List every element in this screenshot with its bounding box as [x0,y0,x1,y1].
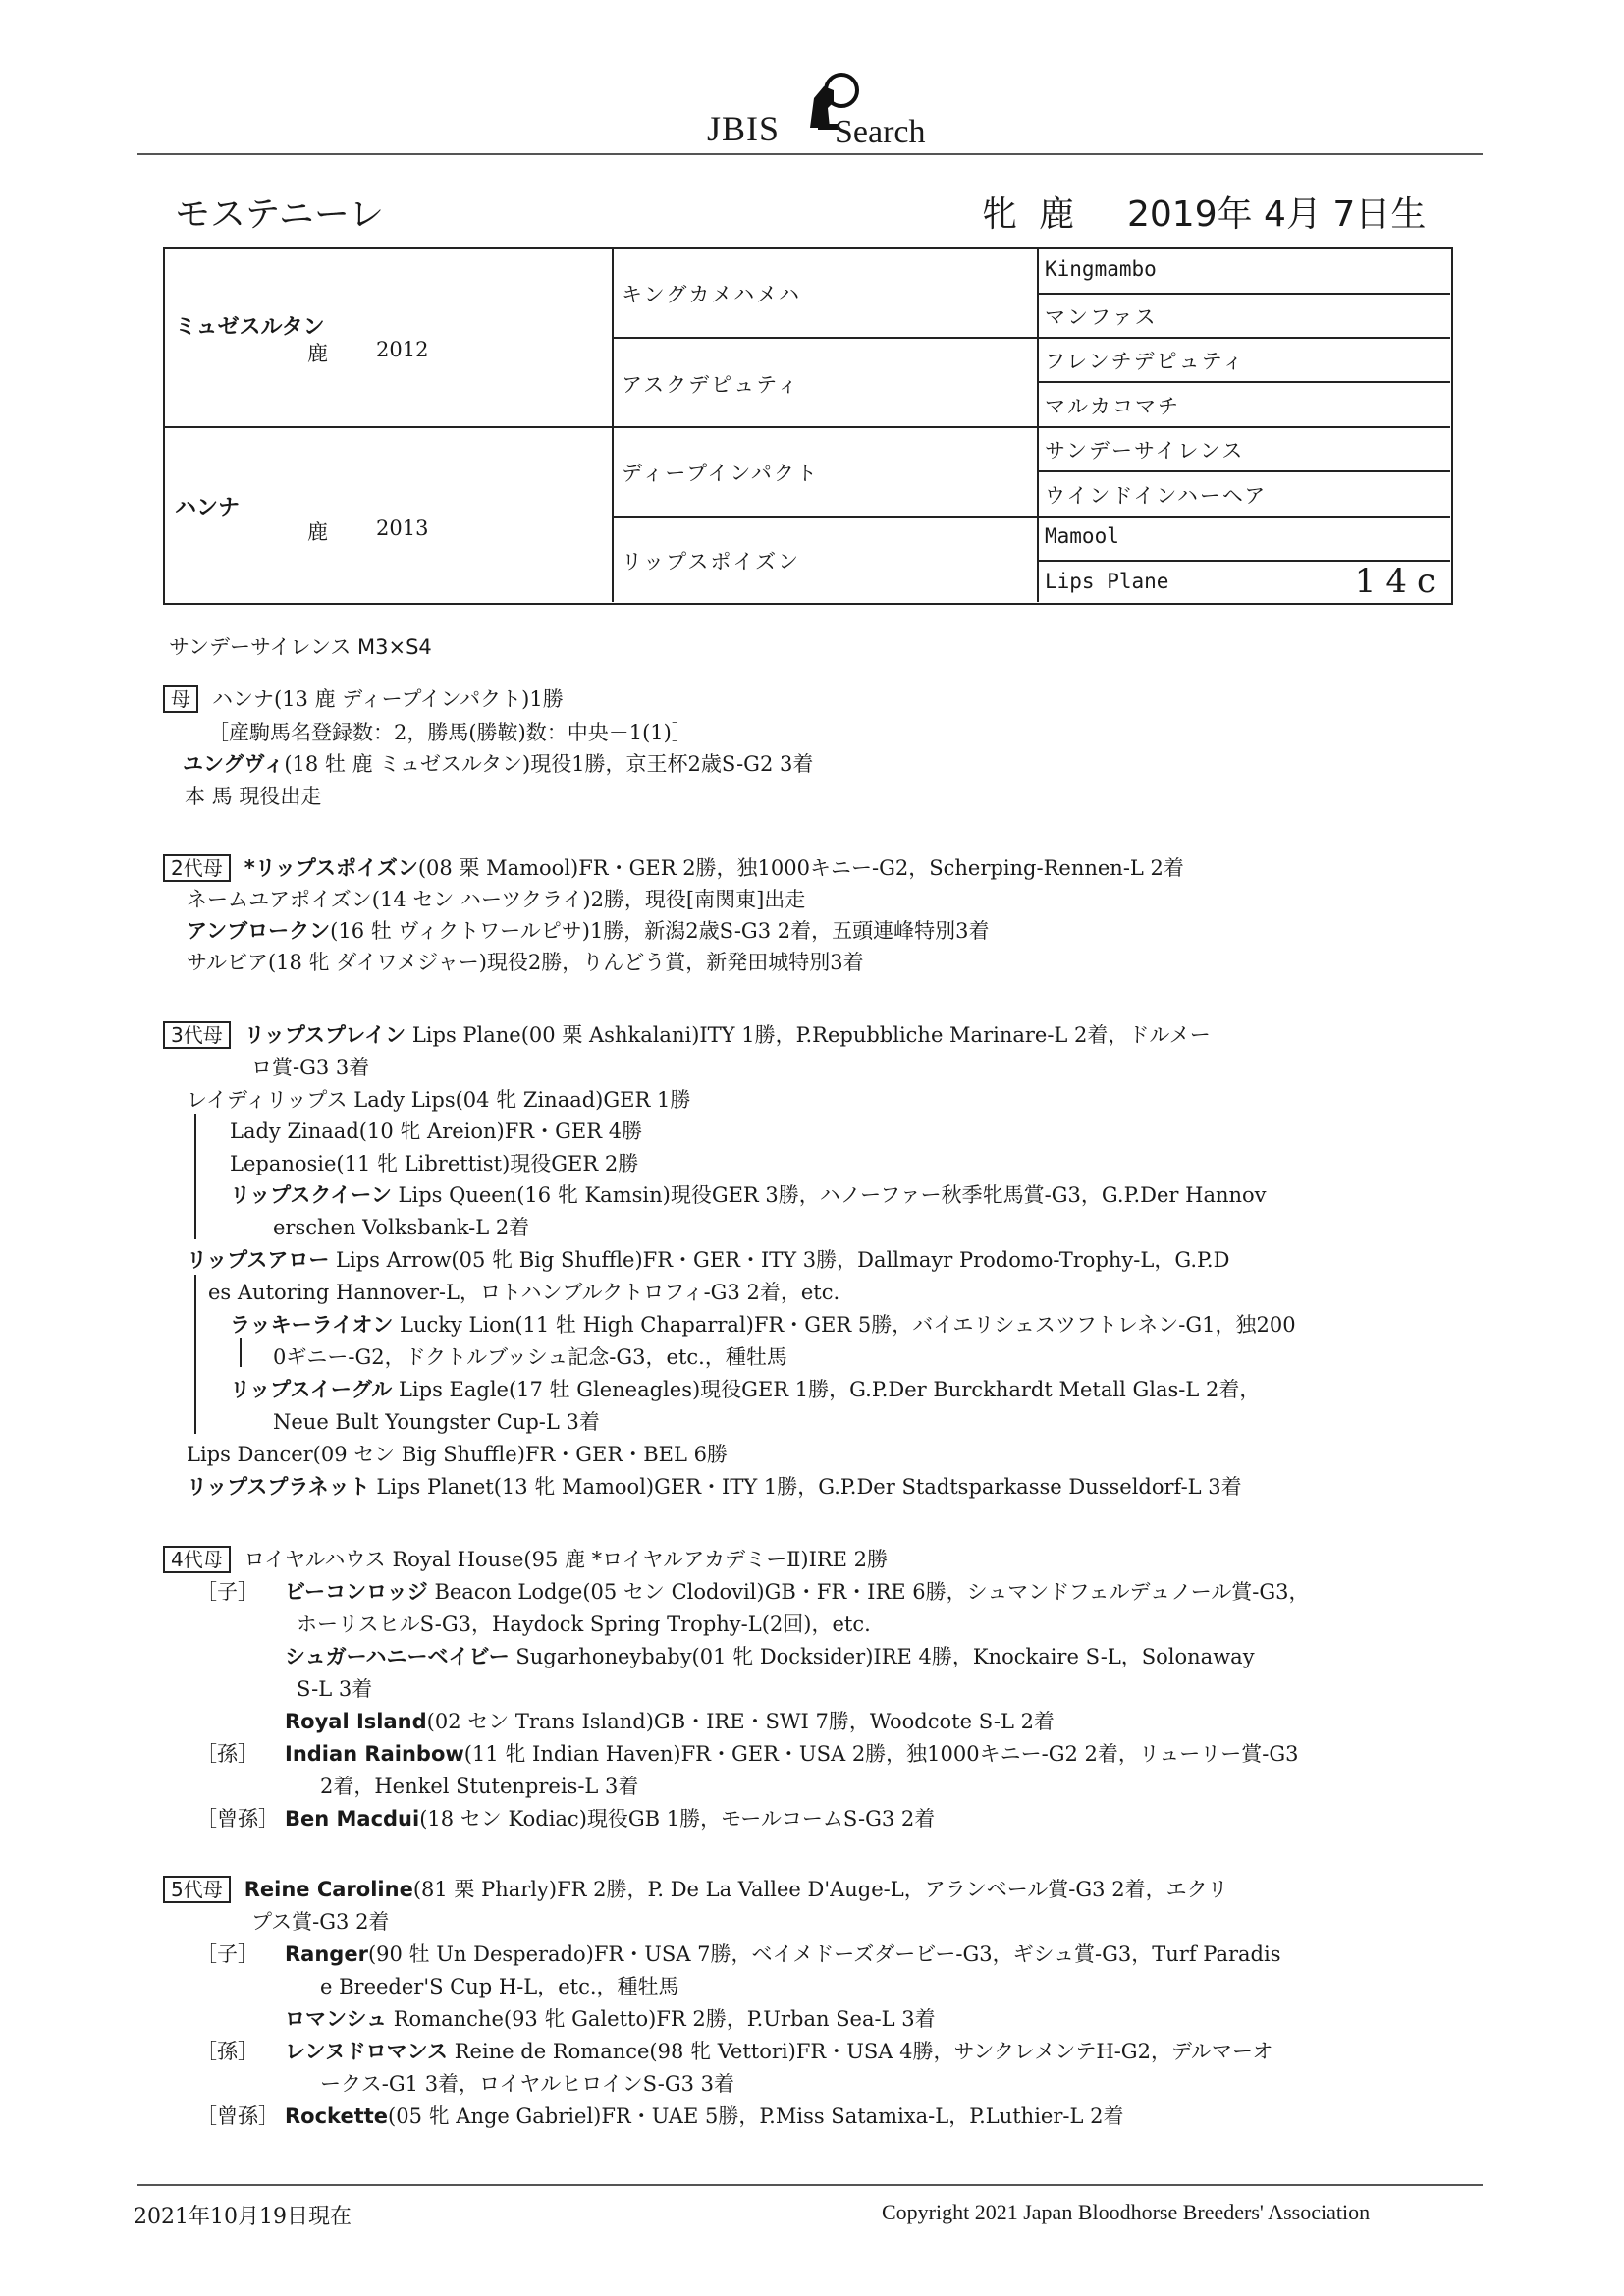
tree-connector-2 [194,1275,196,1434]
granddam-paternal: アスクデピュティ [622,373,800,397]
gen3-line-4: Lady Zinaad(10 牝 Areion)FR・GER 4勝 [230,1120,643,1143]
gen3-line-9: es Autoring Hannover-L，ロトハンブルクトロフィ-G3 2着，etc. [208,1281,840,1304]
granddam-maternal: リップスポイズン [622,550,801,574]
gen5-line-8: Rockette(05 牝 Ange Gabriel)FR・UAE 5勝，P.Miss Satamixa-L，P.Luthier-L 2着 [285,2105,1124,2128]
family-number: 14c [1354,562,1445,601]
gen3-line-11: 0ギニー-G2，ドクトルブッシュ記念-G3，etc.，種牡馬 [273,1345,787,1369]
gen4-line-7: Indian Rainbow(11 牝 Indian Haven)FR・GER・USA 2勝，独1000キニー-G2 2着，リューリー賞-G3 [285,1742,1299,1766]
dam-name: ハンナ [175,496,241,520]
jbis-search-logo [707,69,962,157]
sire-name: ミュゼスルタン [175,315,325,340]
sire-color: 鹿 [307,342,328,365]
gen2-line-3: アンブロークン(16 牡 ヴィクトワールピサ)1勝，新潟2歳S-G3 2着，五頭連峰特別3着 [187,919,990,943]
gen3-line-3: レイディリップス Lady Lips(04 牝 Zinaad)GER 1勝 [187,1088,691,1112]
horse-birthdate: 2019年 4月 7日生 [1127,194,1427,235]
gen4-line-3: ホーリスヒルS-G3，Haydock Spring Trophy-L(2回)，etc. [297,1613,871,1636]
gen4-line-2: ビーコンロッジ Beacon Lodge(05 セン Clodovil)GB・FR・IRE 6勝，シュマンドフェルデュノール賞-G3， [285,1580,1310,1604]
horse-name: モステニーレ [175,194,385,235]
gen3-line-2: ロ賞-G3 3着 [251,1056,370,1079]
gen2-line-1: 2代母 *リップスポイズン(08 栗 Mamool)FR・GER 2勝，独1000キニー-G2，Scherping-Rennen-L 2着 [163,852,1184,882]
gen4-line-6: Royal Island(02 セン Trans Island)GB・IRE・SWI 7勝，Woodcote S-L 2着 [285,1710,1055,1733]
gen5-tag-greatgrandchild: ［曾孫］ [196,2105,279,2128]
great-grandparent-7: Mamool [1045,524,1119,548]
gen5-tag-child: ［子］ [196,1942,258,1966]
logo-text-search: Search [835,114,926,150]
great-grandparent-8: Lips Plane [1045,570,1169,593]
dam-year: 2013 [376,517,429,540]
great-grandparent-3: フレンチデピュティ [1045,350,1245,373]
horse-sex: 牝 [982,194,1018,235]
gen3-line-10: ラッキーライオン Lucky Lion(11 牡 High Chaparral)FR・GER 5勝，バイエリシェスツフトレネン-G1，独200 [230,1313,1296,1337]
header-divider [137,153,1483,155]
logo-text-jbis: JBIS [707,109,781,148]
footer-copyright: Copyright 2021 Japan Bloodhorse Breeders' Association [882,2200,1371,2224]
gen5-line-5: ロマンシュ Romanche(93 牝 Galetto)FR 2勝，P.Urban Sea-L 3着 [285,2007,936,2031]
gen4-line-1: 4代母 ロイヤルハウス Royal House(95 鹿 *ロイヤルアカデミーⅡ)IRE 2勝 [163,1544,888,1573]
gen3-line-14: Lips Dancer(09 セン Big Shuffle)FR・GER・BEL 6勝 [187,1443,728,1466]
footer-divider [137,2184,1483,2186]
gen3-line-15: リップスプラネット Lips Planet(13 牝 Mamool)GER・ITY 1勝，G.P.Der Stadtsparkasse Dusseldorf-L 3着 [187,1475,1242,1499]
inbreeding-note: サンデーサイレンス M3×S4 [169,635,432,659]
gen2-line-4: サルビア(18 牝 ダイワメジャー)現役2勝，りんどう賞，新発田城特別3着 [187,951,864,974]
gen3-line-8: リップスアロー Lips Arrow(05 牝 Big Shuffle)FR・GER・ITY 3勝，Dallmayr Prodomo-Trophy-L，G.P.D [187,1248,1230,1272]
gen4-line-5: S-L 3着 [297,1677,373,1701]
gen5-label: 5代母 [163,1876,231,1903]
great-grandparent-2: マンファス [1045,305,1158,329]
gen1-line-2: ［産駒馬名登録数：2，勝馬(勝鞍)数：中央－1(1)］ [208,721,692,744]
gen2-line-2: ネームユアポイズン(14 セン ハーツクライ)2勝，現役[南関東]出走 [187,888,806,911]
great-grandparent-6: ウインドインハーヘア [1045,484,1268,508]
gen3-line-7: erschen Volksbank-L 2着 [273,1216,530,1239]
gen3-label: 3代母 [163,1021,231,1049]
gen3-line-1: 3代母 リップスプレイン Lips Plane(00 栗 Ashkalani)ITY 1勝，P.Repubbliche Marinare-L 2着，ドルメー [163,1019,1211,1049]
gen1-line-3: ユングヴィ(18 牡 鹿 ミュゼスルタン)現役1勝，京王杯2歳S-G2 3着 [183,752,814,776]
gen3-line-5: Lepanosie(11 牝 Librettist)現役GER 2勝 [230,1152,639,1175]
gen4-tag-child: ［子］ [196,1580,258,1604]
gen1-label: 母 [163,685,198,713]
grandsire-maternal: ディープインパクト [622,462,819,485]
gen5-line-3: Ranger(90 牡 Un Desperado)FR・USA 7勝，ベイメドーズダービー-G3，ギシュ賞-G3，Turf Paradis [285,1942,1281,1966]
gen1-line-4: 本 馬 現役出走 [185,785,322,808]
gen5-line-1: 5代母 Reine Caroline(81 栗 Pharly)FR 2勝，P. De La Vallee D'Auge-L，アランベール賞-G3 2着，エクリ [163,1874,1228,1903]
gen5-line-2: プス賞-G3 2着 [251,1910,390,1934]
gen4-line-4: シュガーハニーベイビー Sugarhoneybaby(01 牝 Docksider)IRE 4勝，Knockaire S-L，Solonaway [285,1645,1255,1668]
gen4-tag-grandchild: ［孫］ [196,1742,258,1766]
great-grandparent-1: Kingmambo [1045,257,1157,281]
gen5-line-6: レンヌドロマンス Reine de Romance(98 牝 Vettori)FR・USA 4勝，サンクレメンテH-G2，デルマーオ [285,2040,1273,2063]
pedigree-table [163,247,1453,605]
dam-color: 鹿 [307,520,328,544]
gen4-tag-greatgrandchild: ［曾孫］ [196,1807,279,1831]
grandsire-paternal: キングカメハメハ [622,283,801,306]
gen3-line-13: Neue Bult Youngster Cup-L 3着 [273,1410,600,1434]
tree-connector-3 [240,1338,242,1367]
great-grandparent-4: マルカコマチ [1045,395,1180,418]
sire-year: 2012 [376,338,429,361]
gen3-line-12: リップスイーグル Lips Eagle(17 牡 Gleneagles)現役GER 1勝，G.P.Der Burckhardt Metall Glas-L 2着， [230,1378,1261,1401]
gen5-line-7: ークス-G1 3着，ロイヤルヒロインS-G3 3着 [320,2072,735,2096]
gen1-line-1: 母 ハンナ(13 鹿 ディープインパクト)1勝 [163,683,564,713]
gen5-tag-grandchild: ［孫］ [196,2040,258,2063]
great-grandparent-5: サンデーサイレンス [1045,439,1245,463]
gen5-line-4: e Breeder'S Cup H-L，etc.，種牡馬 [320,1975,679,1998]
gen3-line-6: リップスクイーン Lips Queen(16 牝 Kamsin)現役GER 3勝，ハノーファー秋季牝馬賞-G3，G.P.Der Hannov [230,1183,1267,1207]
gen4-line-9: Ben Macdui(18 セン Kodiac)現役GB 1勝，モールコームS-G3 2着 [285,1807,936,1831]
gen4-label: 4代母 [163,1546,231,1573]
gen4-line-8: 2着，Henkel Stutenpreis-L 3着 [320,1775,639,1798]
gen2-label: 2代母 [163,854,231,882]
footer-date: 2021年10月19日現在 [134,2205,352,2229]
tree-connector-1 [194,1114,196,1239]
horse-color: 鹿 [1039,194,1075,235]
